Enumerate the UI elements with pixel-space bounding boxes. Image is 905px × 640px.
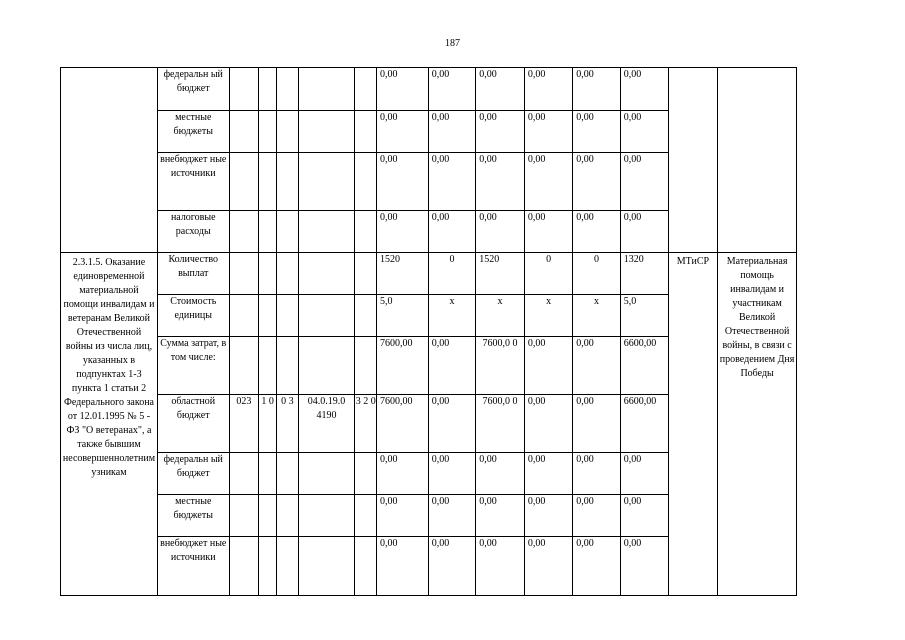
value-cell: 0,00 [476, 68, 525, 111]
row-label: внебюджет ные источники [157, 537, 229, 596]
value-cell: 0,00 [573, 395, 620, 453]
value-cell: 0,00 [377, 111, 429, 153]
executor: МТиСР [668, 253, 718, 596]
value-cell: 0,00 [428, 153, 475, 211]
value-cell: 1320 [620, 253, 668, 295]
measure-cell-continued [61, 68, 158, 253]
row-label: областной бюджет [157, 395, 229, 453]
value-cell: 0,00 [573, 68, 620, 111]
value-cell: 0,00 [524, 337, 572, 395]
value-cell: 0,00 [524, 211, 572, 253]
value-cell: 0,00 [476, 111, 525, 153]
value-cell: 0,00 [524, 495, 572, 537]
value-cell: 0,00 [377, 211, 429, 253]
value-cell: 0,00 [573, 337, 620, 395]
value-cell: 0,00 [476, 153, 525, 211]
value-cell: 0,00 [573, 111, 620, 153]
value-cell: 0,00 [620, 111, 668, 153]
value-cell: 0,00 [428, 337, 475, 395]
expected-result: Материальная помощь инвалидам и участникам Великой Отечественной войны, в связи с проведением Дня Победы [718, 253, 797, 596]
source-label: федеральн ый бюджет [157, 68, 229, 111]
value-cell: 0,00 [620, 211, 668, 253]
value-cell: 5,0 [377, 295, 429, 337]
value-cell: 0,00 [377, 537, 429, 596]
table-row [61, 68, 905, 111]
row-label: федеральн ый бюджет [157, 453, 229, 495]
value-cell: 0,00 [377, 153, 429, 211]
value-cell: 0,00 [573, 153, 620, 211]
value-cell: 0,00 [428, 211, 475, 253]
row-label: Количество выплат [157, 253, 229, 295]
table-row [61, 253, 905, 295]
row-label: Стоимость единицы [157, 295, 229, 337]
value-cell: 0,00 [620, 68, 668, 111]
code-pr: 0 3 [277, 395, 299, 453]
value-cell: 7600,0 0 [476, 395, 525, 453]
code-vr: 3 2 0 [355, 395, 377, 453]
value-cell: х [524, 295, 572, 337]
value-cell: 0,00 [428, 453, 475, 495]
page-number: 187 [445, 38, 460, 49]
value-cell: 7600,00 [377, 395, 429, 453]
code-rz: 1 0 [259, 395, 277, 453]
value-cell: 0,00 [428, 495, 475, 537]
value-cell: 7600,0 0 [476, 337, 525, 395]
result-cell-continued [718, 68, 797, 253]
code-csr: 04.0.19.0 4190 [298, 395, 355, 453]
value-cell: 0,00 [620, 153, 668, 211]
code-gp: 023 [229, 395, 259, 453]
value-cell: х [573, 295, 620, 337]
value-cell: 0 [428, 253, 475, 295]
value-cell: 0,00 [524, 453, 572, 495]
row-label: Сумма затрат, в том числе: [157, 337, 229, 395]
source-label: местные бюджеты [157, 111, 229, 153]
value-cell: 0,00 [620, 537, 668, 596]
value-cell: 0,00 [428, 68, 475, 111]
measure-description: 2.3.1.5. Оказание единовременной материальной помощи инвалидам и ветеранам Великой Отечественной войны из числа лиц, указанных в подпунктах 1-3 пункта 1 статьи 2 Федерального закона от 12.01.1995 № 5 - ФЗ "О ветеранах", а также бывшим несовершеннолетним узникам [61, 253, 158, 596]
value-cell: 0,00 [524, 68, 572, 111]
value-cell: 0,00 [476, 537, 525, 596]
value-cell: 1520 [377, 253, 429, 295]
value-cell: 0,00 [620, 495, 668, 537]
value-cell: 0,00 [524, 153, 572, 211]
value-cell: 0,00 [476, 211, 525, 253]
value-cell: 0,00 [377, 68, 429, 111]
value-cell: 0,00 [524, 395, 572, 453]
executor-cell-continued [668, 68, 718, 253]
budget-table [60, 67, 905, 596]
value-cell: 0,00 [573, 211, 620, 253]
value-cell: 0,00 [428, 395, 475, 453]
value-cell: 0,00 [620, 453, 668, 495]
value-cell: 0,00 [377, 495, 429, 537]
value-cell: 0 [524, 253, 572, 295]
source-label: внебюджет ные источники [157, 153, 229, 211]
value-cell: 0,00 [524, 537, 572, 596]
value-cell: 0 [573, 253, 620, 295]
value-cell: 0,00 [573, 453, 620, 495]
value-cell: 7600,00 [377, 337, 429, 395]
value-cell: 0,00 [476, 495, 525, 537]
value-cell: 1520 [476, 253, 525, 295]
value-cell: х [476, 295, 525, 337]
row-label: местные бюджеты [157, 495, 229, 537]
source-label: налоговые расходы [157, 211, 229, 253]
value-cell: х [428, 295, 475, 337]
value-cell: 0,00 [428, 111, 475, 153]
value-cell: 0,00 [573, 537, 620, 596]
value-cell: 0,00 [476, 453, 525, 495]
value-cell: 0,00 [377, 453, 429, 495]
value-cell: 0,00 [428, 537, 475, 596]
value-cell: 0,00 [524, 111, 572, 153]
value-cell: 5,0 [620, 295, 668, 337]
value-cell: 6600,00 [620, 395, 668, 453]
value-cell: 6600,00 [620, 337, 668, 395]
value-cell: 0,00 [573, 495, 620, 537]
